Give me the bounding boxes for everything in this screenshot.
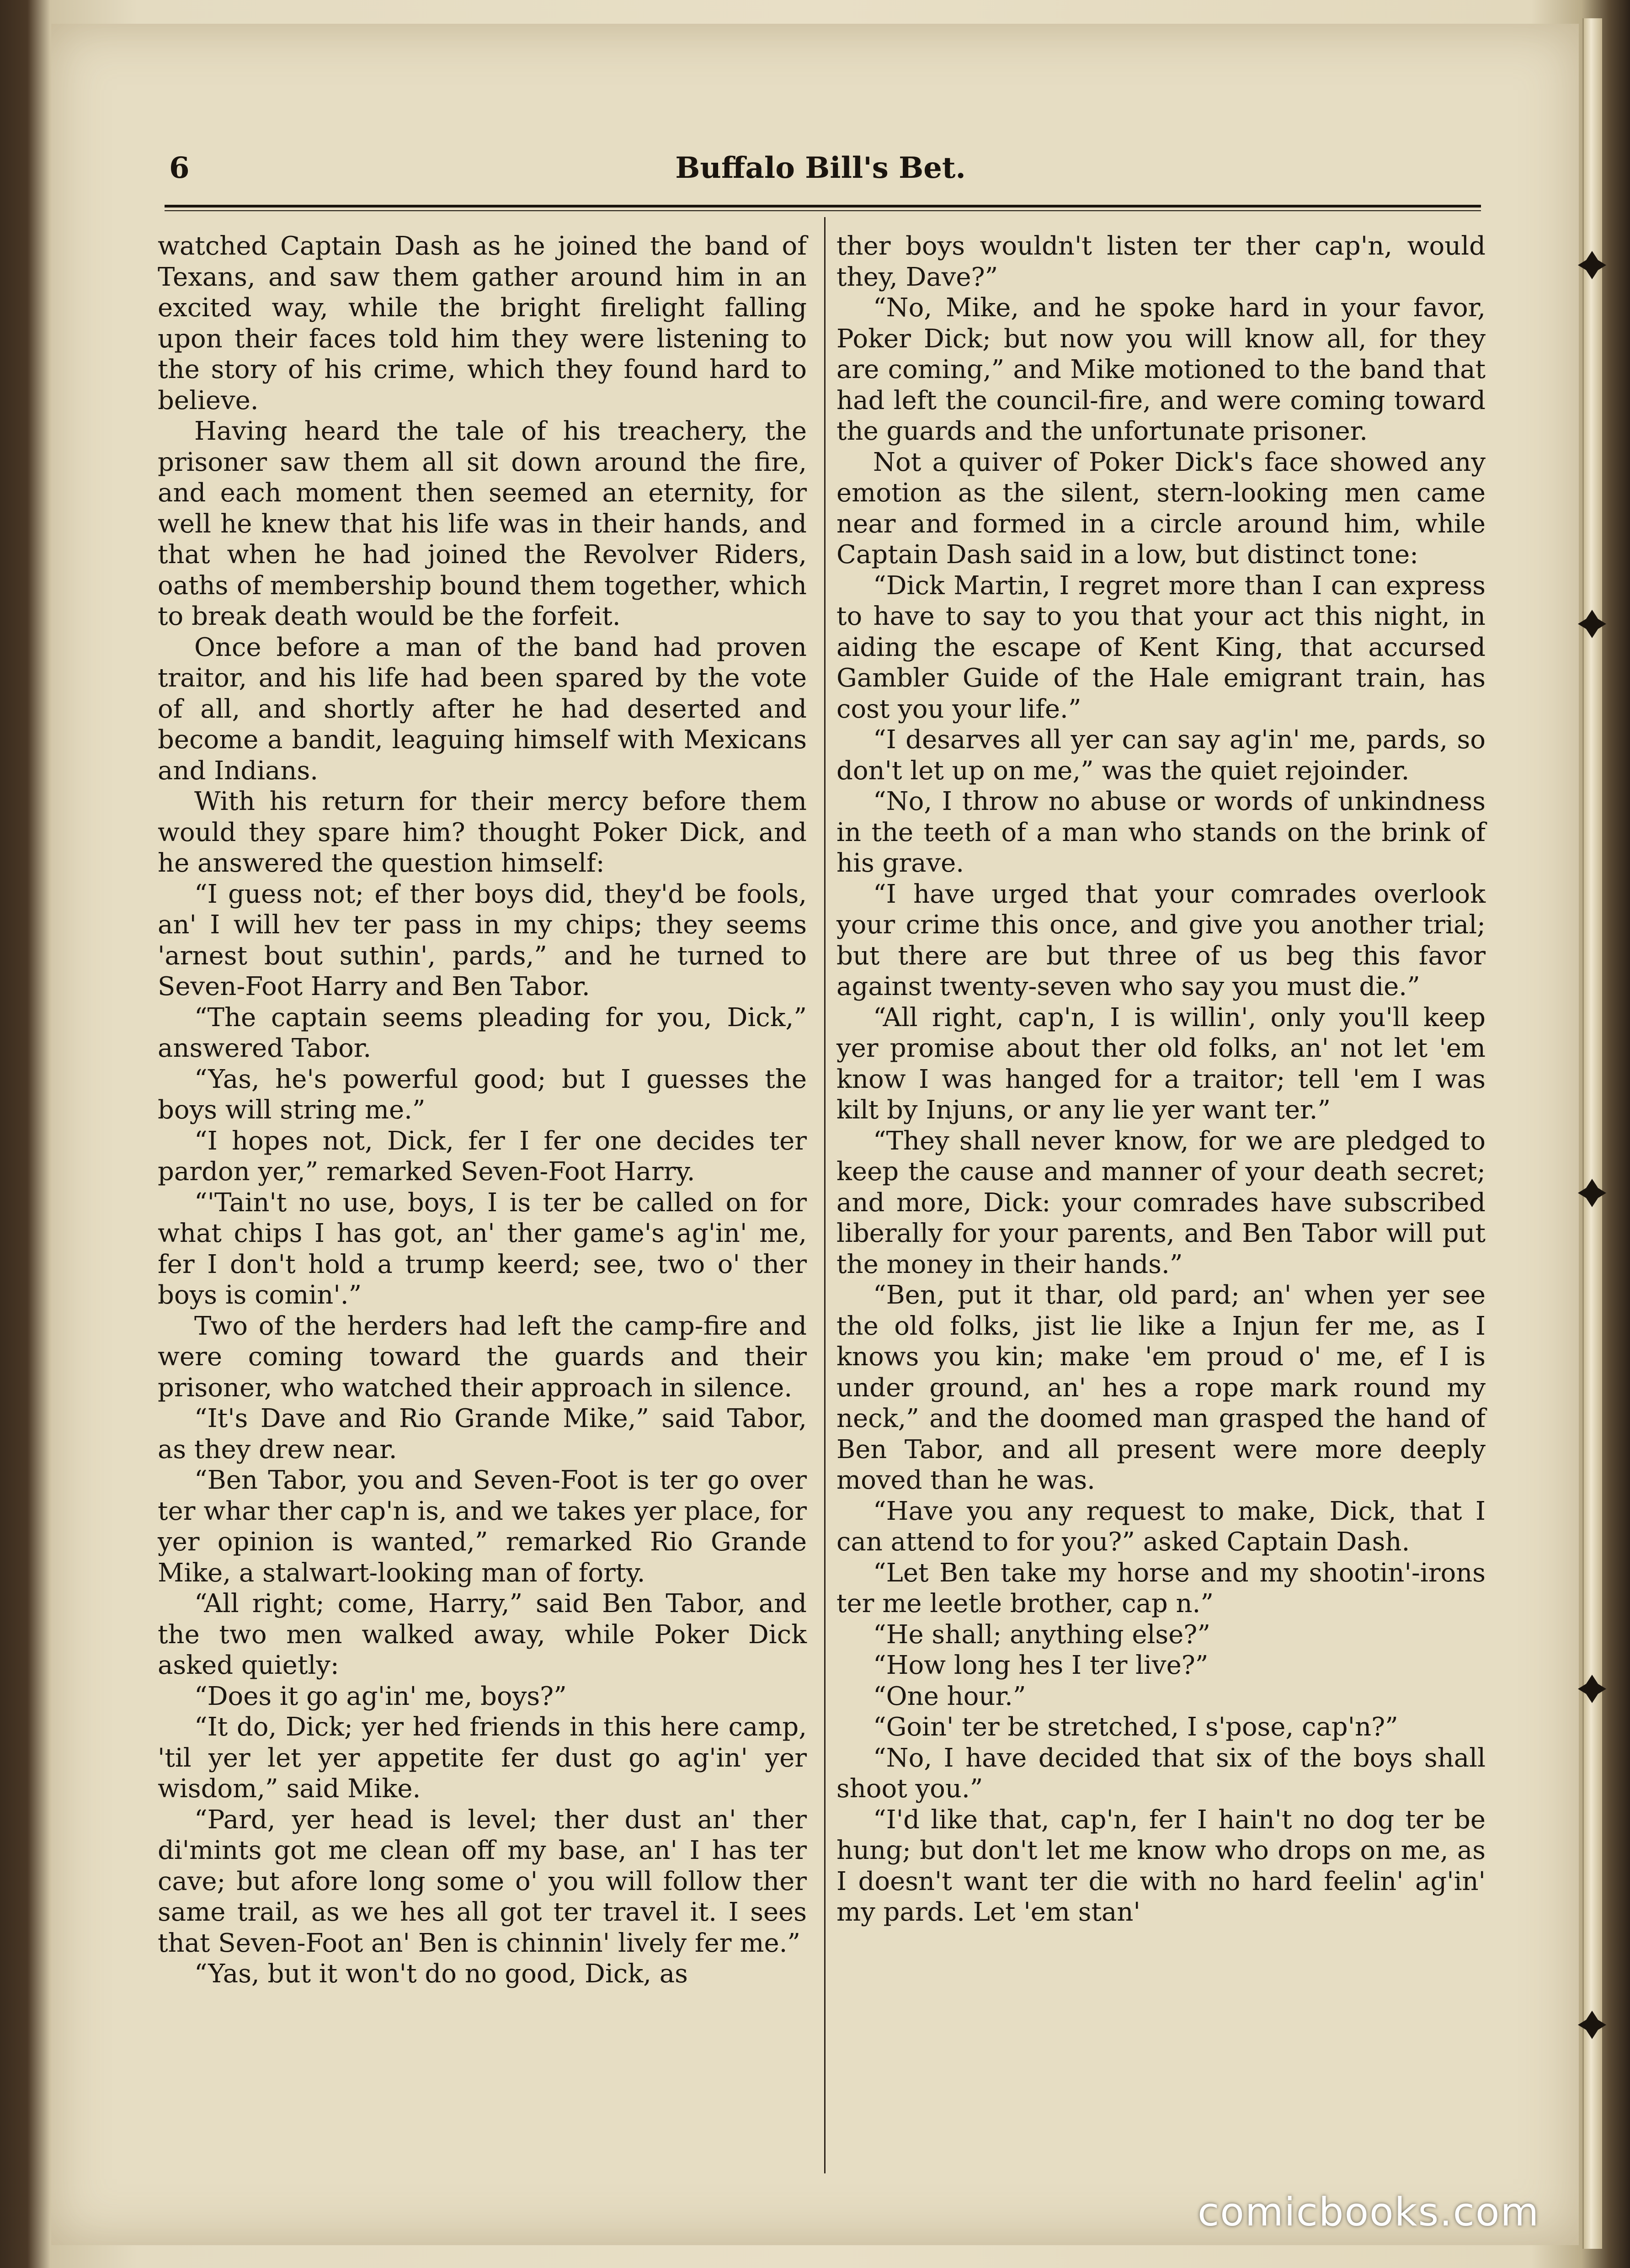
binding-hole-icon [1576, 1673, 1608, 1705]
paragraph: With his return for their mercy before them would they spare him? thought Poker Dick, and he answered the question himself: [158, 787, 807, 878]
paragraph: “I'd like that, cap'n, fer I hain't no dog ter be hung; but don't let me know who drops on me, as I doesn't want ter die with no hard feelin' ag'in' my pards. Let 'em stan' [836, 1805, 1486, 1927]
paragraph: “He shall; anything else?” [873, 1619, 1210, 1650]
paragraph: “Goin' ter be stretched, I s'pose, cap'n?” [873, 1712, 1398, 1742]
binding-hole-icon [1576, 1177, 1608, 1209]
page-number: 6 [169, 151, 190, 185]
paragraph: “Let Ben take my horse and my shootin'-irons ter me leetle brother, cap n.” [836, 1558, 1486, 1618]
paragraph: Having heard the tale of his treachery, the prisoner saw them all sit down around the fire, and each moment then seemed an eternity, for well he knew that his life was in their hands, and that when he had joined the Revolver Riders, oaths of membership bound them together, which to break death would be the forfeit. [158, 416, 807, 631]
paragraph: “They shall never know, for we are pledged to keep the cause and manner of your death secret; and more, Dick: your comrades have subscribed liberally for your parents, and Ben Tabor will put the money in their hands.” [836, 1126, 1486, 1279]
paragraph: Once before a man of the band had proven traitor, and his life had been spared by the vote of all, and shortly after he had deserted and become a bandit, leaguing himself with Mexicans and Indians. [158, 632, 807, 786]
paragraph: “Dick Martin, I regret more than I can express to have to say to you that your act this night, in aiding the escape of Kent King, that accursed Gambler Guide of the Hale emigrant train, has cost you your life.” [836, 570, 1486, 724]
watermark: comicbooks.com [1198, 2189, 1540, 2235]
paragraph: “I hopes not, Dick, fer I fer one decides ter pardon yer,” remarked Seven-Foot Harry. [158, 1126, 807, 1187]
running-title: Buffalo Bill's Bet. [675, 151, 966, 185]
paragraph: “Yas, but it won't do no good, Dick, as [194, 1959, 688, 1989]
paragraph: “No, Mike, and he spoke hard in your favor, Poker Dick; but now you will know all, for they are coming,” and Mike motioned to the band that had left the council-fire, and were coming toward the guards and the unfortunate prisoner. [836, 293, 1486, 446]
paragraph: “The captain seems pleading for you, Dick,” answered Tabor. [158, 1002, 807, 1063]
paragraph: “I have urged that your comrades overlook your crime this once, and give you another trial; but there are but three of us beg this favor against twenty-seven who say you must die.” [836, 879, 1486, 1001]
paragraph: “Ben Tabor, you and Seven-Foot is ter go over ter whar ther cap'n is, and we takes yer place, for yer opinion is wanted,” remarked Rio Grande Mike, a stalwart-looking man of forty. [158, 1465, 807, 1588]
paragraph: “No, I throw no abuse or words of unkindness in the teeth of a man who stands on the brink of his grave. [836, 787, 1486, 878]
left-column [158, 231, 807, 1990]
paragraph: “How long hes I ter live?” [873, 1650, 1209, 1680]
paragraph: ther boys wouldn't listen ter ther cap'n, would they, Dave?” [836, 231, 1486, 292]
paragraph: “It do, Dick; yer hed friends in this here camp, 'til yer let yer appetite fer dust go ag'in' yer wisdom,” said Mike. [158, 1712, 807, 1804]
paragraph: Two of the herders had left the camp-fire and were coming toward the guards and their prisoner, who watched their approach in silence. [158, 1311, 807, 1403]
column-divider [824, 217, 826, 2173]
paragraph: watched Captain Dash as he joined the band of Texans, and saw them gather around him in an excited way, while the bright firelight falling upon their faces told him they were listening to the story of his crime, which they found hard to believe. [158, 231, 807, 415]
binding-holes [1576, 0, 1613, 2268]
paragraph: “All right, cap'n, I is willin', only you'll keep yer promise about ther old folks, an' not let 'em know I was hanged for a traitor; tell 'em I was kilt by Injuns, or any lie yer want ter.” [836, 1002, 1486, 1125]
paragraph: “Yas, he's powerful good; but I guesses the boys will string me.” [158, 1064, 807, 1125]
paragraph: “'Tain't no use, boys, I is ter be called on for what chips I has got, an' ther game's ag'in' me, fer I don't hold a trump keerd; see, two o' ther boys is comin'.” [158, 1187, 807, 1310]
right-column [836, 231, 1486, 1928]
paragraph: “Pard, yer head is level; ther dust an' ther di'mints got me clean off my base, an' I has ter cave; but afore long some o' you will follow ther same trail, as we hes all got ter travel it. I sees that Seven-Foot an' Ben is chinnin' lively fer me.” [158, 1805, 807, 1958]
binding-hole-icon [1576, 2009, 1608, 2041]
paragraph: “All right; come, Harry,” said Ben Tabor, and the two men walked away, while Poker Dick asked quietly: [158, 1589, 807, 1680]
paragraph: “No, I have decided that six of the boys shall shoot you.” [836, 1743, 1486, 1804]
header-rule [165, 205, 1481, 211]
binding-hole-icon [1576, 608, 1608, 640]
paragraph: Not a quiver of Poker Dick's face showed any emotion as the silent, stern-looking men came near and formed in a circle around him, while Captain Dash said in a low, but distinct tone: [836, 447, 1486, 570]
paragraph: “It's Dave and Rio Grande Mike,” said Tabor, as they drew near. [158, 1404, 807, 1464]
paragraph: “I guess not; ef ther boys did, they'd be fools, an' I will hev ter pass in my chips; they seems 'arnest bout suthin', pards,” and he turned to Seven-Foot Harry and Ben Tabor. [158, 879, 807, 1001]
paragraph: “Does it go ag'in' me, boys?” [194, 1681, 567, 1711]
paragraph: “I desarves all yer can say ag'in' me, pards, so don't let up on me,” was the quiet rejoinder. [836, 725, 1486, 786]
paragraph: “Ben, put it thar, old pard; an' when yer see the old folks, jist lie like a Injun fer me, as I knows you kin; make 'em proud o' me, ef I is under ground, an' hes a rope mark round my neck,” and the doomed man grasped the hand of Ben Tabor, and all present were more deeply moved than he was. [836, 1280, 1486, 1495]
paragraph: “One hour.” [873, 1681, 1026, 1711]
paragraph: “Have you any request to make, Dick, that I can attend to for you?” asked Captain Dash. [836, 1496, 1486, 1557]
page-header [165, 151, 1476, 206]
binding-hole-icon [1576, 249, 1608, 281]
